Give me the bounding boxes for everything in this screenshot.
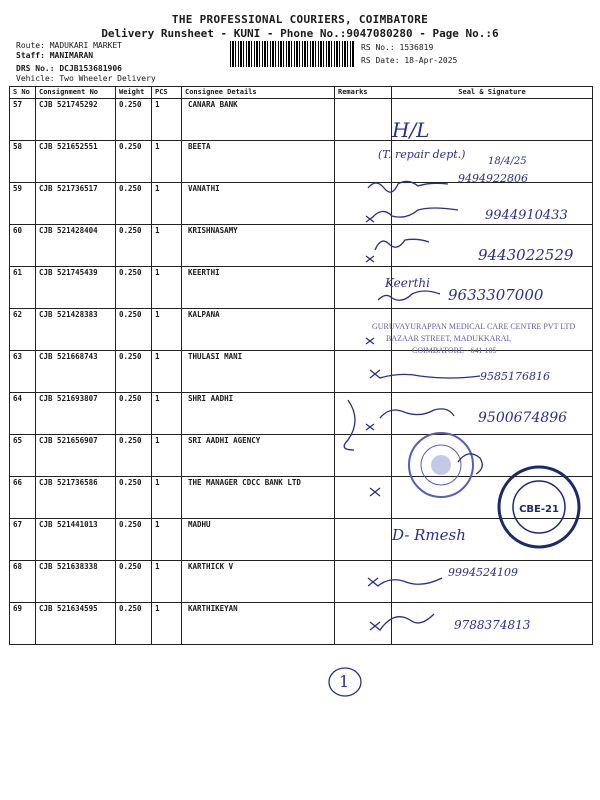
cell-sno: 60 (10, 225, 36, 267)
cell-sno: 58 (10, 141, 36, 183)
cell-pcs: 1 (152, 309, 182, 351)
company-title: THE PROFESSIONAL COURIERS, COIMBATORE (171, 13, 429, 26)
cell-pcs: 1 (152, 267, 182, 309)
cell-pcs: 1 (152, 183, 182, 225)
cell-sno: 65 (10, 435, 36, 477)
cell-consignee: KARTHIKEYAN (182, 603, 335, 645)
cell-sno: 62 (10, 309, 36, 351)
cell-weight: 0.250 (116, 477, 152, 519)
hw-phone-68: 9994524109 (448, 566, 518, 579)
cell-consignee: BEETA (182, 141, 335, 183)
cell-weight: 0.250 (116, 141, 152, 183)
hw-phone-62: 9633307000 (448, 286, 544, 304)
cell-sno: 63 (10, 351, 36, 393)
cell-consignee: MADHU (182, 519, 335, 561)
vehicle-line: Vehicle: Two Wheeler Delivery (16, 74, 156, 83)
cell-consignment: CJB 521736586 (36, 477, 116, 519)
cell-pcs: 1 (152, 351, 182, 393)
stamp-medical-2: BAZAAR STREET, MADUKKARAI, (386, 334, 512, 343)
cell-pcs: 1 (152, 225, 182, 267)
hw-phone-64: 9585176816 (480, 370, 550, 383)
cell-consignment: CJB 521428383 (36, 309, 116, 351)
cell-pcs: 1 (152, 477, 182, 519)
cell-weight: 0.250 (116, 561, 152, 603)
cell-sno: 64 (10, 393, 36, 435)
cell-sno: 66 (10, 477, 36, 519)
hw-dept: (T. repair dept.) (378, 148, 466, 161)
cell-weight: 0.250 (116, 309, 152, 351)
cell-weight: 0.250 (116, 435, 152, 477)
stamp-medical-1: GURUVAYURAPPAN MEDICAL CARE CENTRE PVT LTD (372, 322, 576, 331)
runsheet-subtitle: Delivery Runsheet - KUNI - Phone No.:9047080280 - Page No.:6 (101, 27, 499, 40)
cell-weight: 0.250 (116, 183, 152, 225)
hw-phone-61: 9443022529 (478, 246, 574, 264)
cell-consignee: KRISHNASAMY (182, 225, 335, 267)
hw-phone-69: 9788374813 (454, 618, 531, 632)
cell-pcs: 1 (152, 603, 182, 645)
cell-consignment: CJB 521656907 (36, 435, 116, 477)
route-line: Route: MADUKARI MARKET (16, 41, 122, 50)
col-consignment: Consignment No (36, 87, 116, 99)
cell-weight: 0.250 (116, 393, 152, 435)
cell-consignment: CJB 521638338 (36, 561, 116, 603)
col-consignee: Consignee Details (182, 87, 335, 99)
cell-weight: 0.250 (116, 99, 152, 141)
cell-pcs: 1 (152, 99, 182, 141)
cell-pcs: 1 (152, 519, 182, 561)
cell-sno: 57 (10, 99, 36, 141)
col-remarks: Remarks (335, 87, 392, 99)
page-circle-number: 1 (339, 672, 350, 691)
rs-no-line: RS No.: 1536819 (361, 43, 434, 52)
cell-consignment: CJB 521652551 (36, 141, 116, 183)
cell-weight: 0.250 (116, 519, 152, 561)
cell-consignee: KEERTHI (182, 267, 335, 309)
rs-date-line: RS Date: 18-Apr-2025 (361, 56, 458, 65)
cell-sno: 67 (10, 519, 36, 561)
cell-pcs: 1 (152, 141, 182, 183)
cell-consignment: CJB 521428404 (36, 225, 116, 267)
cell-consignee: THE MANAGER CDCC BANK LTD (182, 477, 335, 519)
cell-pcs: 1 (152, 393, 182, 435)
hw-hl: H/L (392, 118, 430, 142)
cell-consignment: CJB 521441013 (36, 519, 116, 561)
cell-consignment: CJB 521745439 (36, 267, 116, 309)
stamp-medical-3: COIMBATORE - 641 105 (412, 346, 497, 355)
cell-weight: 0.250 (116, 351, 152, 393)
cell-weight: 0.250 (116, 603, 152, 645)
cell-weight: 0.250 (116, 267, 152, 309)
hw-rmesh: D- Rmesh (392, 526, 466, 544)
col-weight: Weight (116, 87, 152, 99)
col-pcs: PCS (152, 87, 182, 99)
cell-pcs: 1 (152, 435, 182, 477)
cell-consignee: SHRI AADHI (182, 393, 335, 435)
cell-consignment: CJB 521736517 (36, 183, 116, 225)
svg-text:CBE-21: CBE-21 (519, 504, 559, 515)
cell-consignee: CANARA BANK (182, 99, 335, 141)
cell-pcs: 1 (152, 561, 182, 603)
hw-phone-65: 9500674896 (478, 410, 568, 426)
hw-keerthi: Keerthi (385, 276, 430, 290)
cell-consignee: SRI AADHI AGENCY (182, 435, 335, 477)
cell-consignee: KALPANA (182, 309, 335, 351)
cell-consignment: CJB 521668743 (36, 351, 116, 393)
col-sno: S No (10, 87, 36, 99)
cell-consignment: CJB 521745292 (36, 99, 116, 141)
col-seal: Seal & Signature (392, 87, 593, 99)
cell-consignee: KARTHICK V (182, 561, 335, 603)
cell-weight: 0.250 (116, 225, 152, 267)
hw-phone-58: 9494922806 (458, 172, 528, 185)
cell-sno: 69 (10, 603, 36, 645)
cell-consignment: CJB 521693807 (36, 393, 116, 435)
cell-consignee: VANATHI (182, 183, 335, 225)
cell-consignment: CJB 521634595 (36, 603, 116, 645)
cell-consignee: THULASI MANI (182, 351, 335, 393)
cell-sno: 59 (10, 183, 36, 225)
cell-sno: 68 (10, 561, 36, 603)
hw-phone-60: 9944910433 (485, 208, 568, 223)
cell-sno: 61 (10, 267, 36, 309)
hw-date: 18/4/25 (488, 156, 527, 167)
drs-line: DRS No.: DCJB153681906 (16, 64, 122, 73)
staff-line: Staff: MANIMARAN (16, 51, 94, 60)
